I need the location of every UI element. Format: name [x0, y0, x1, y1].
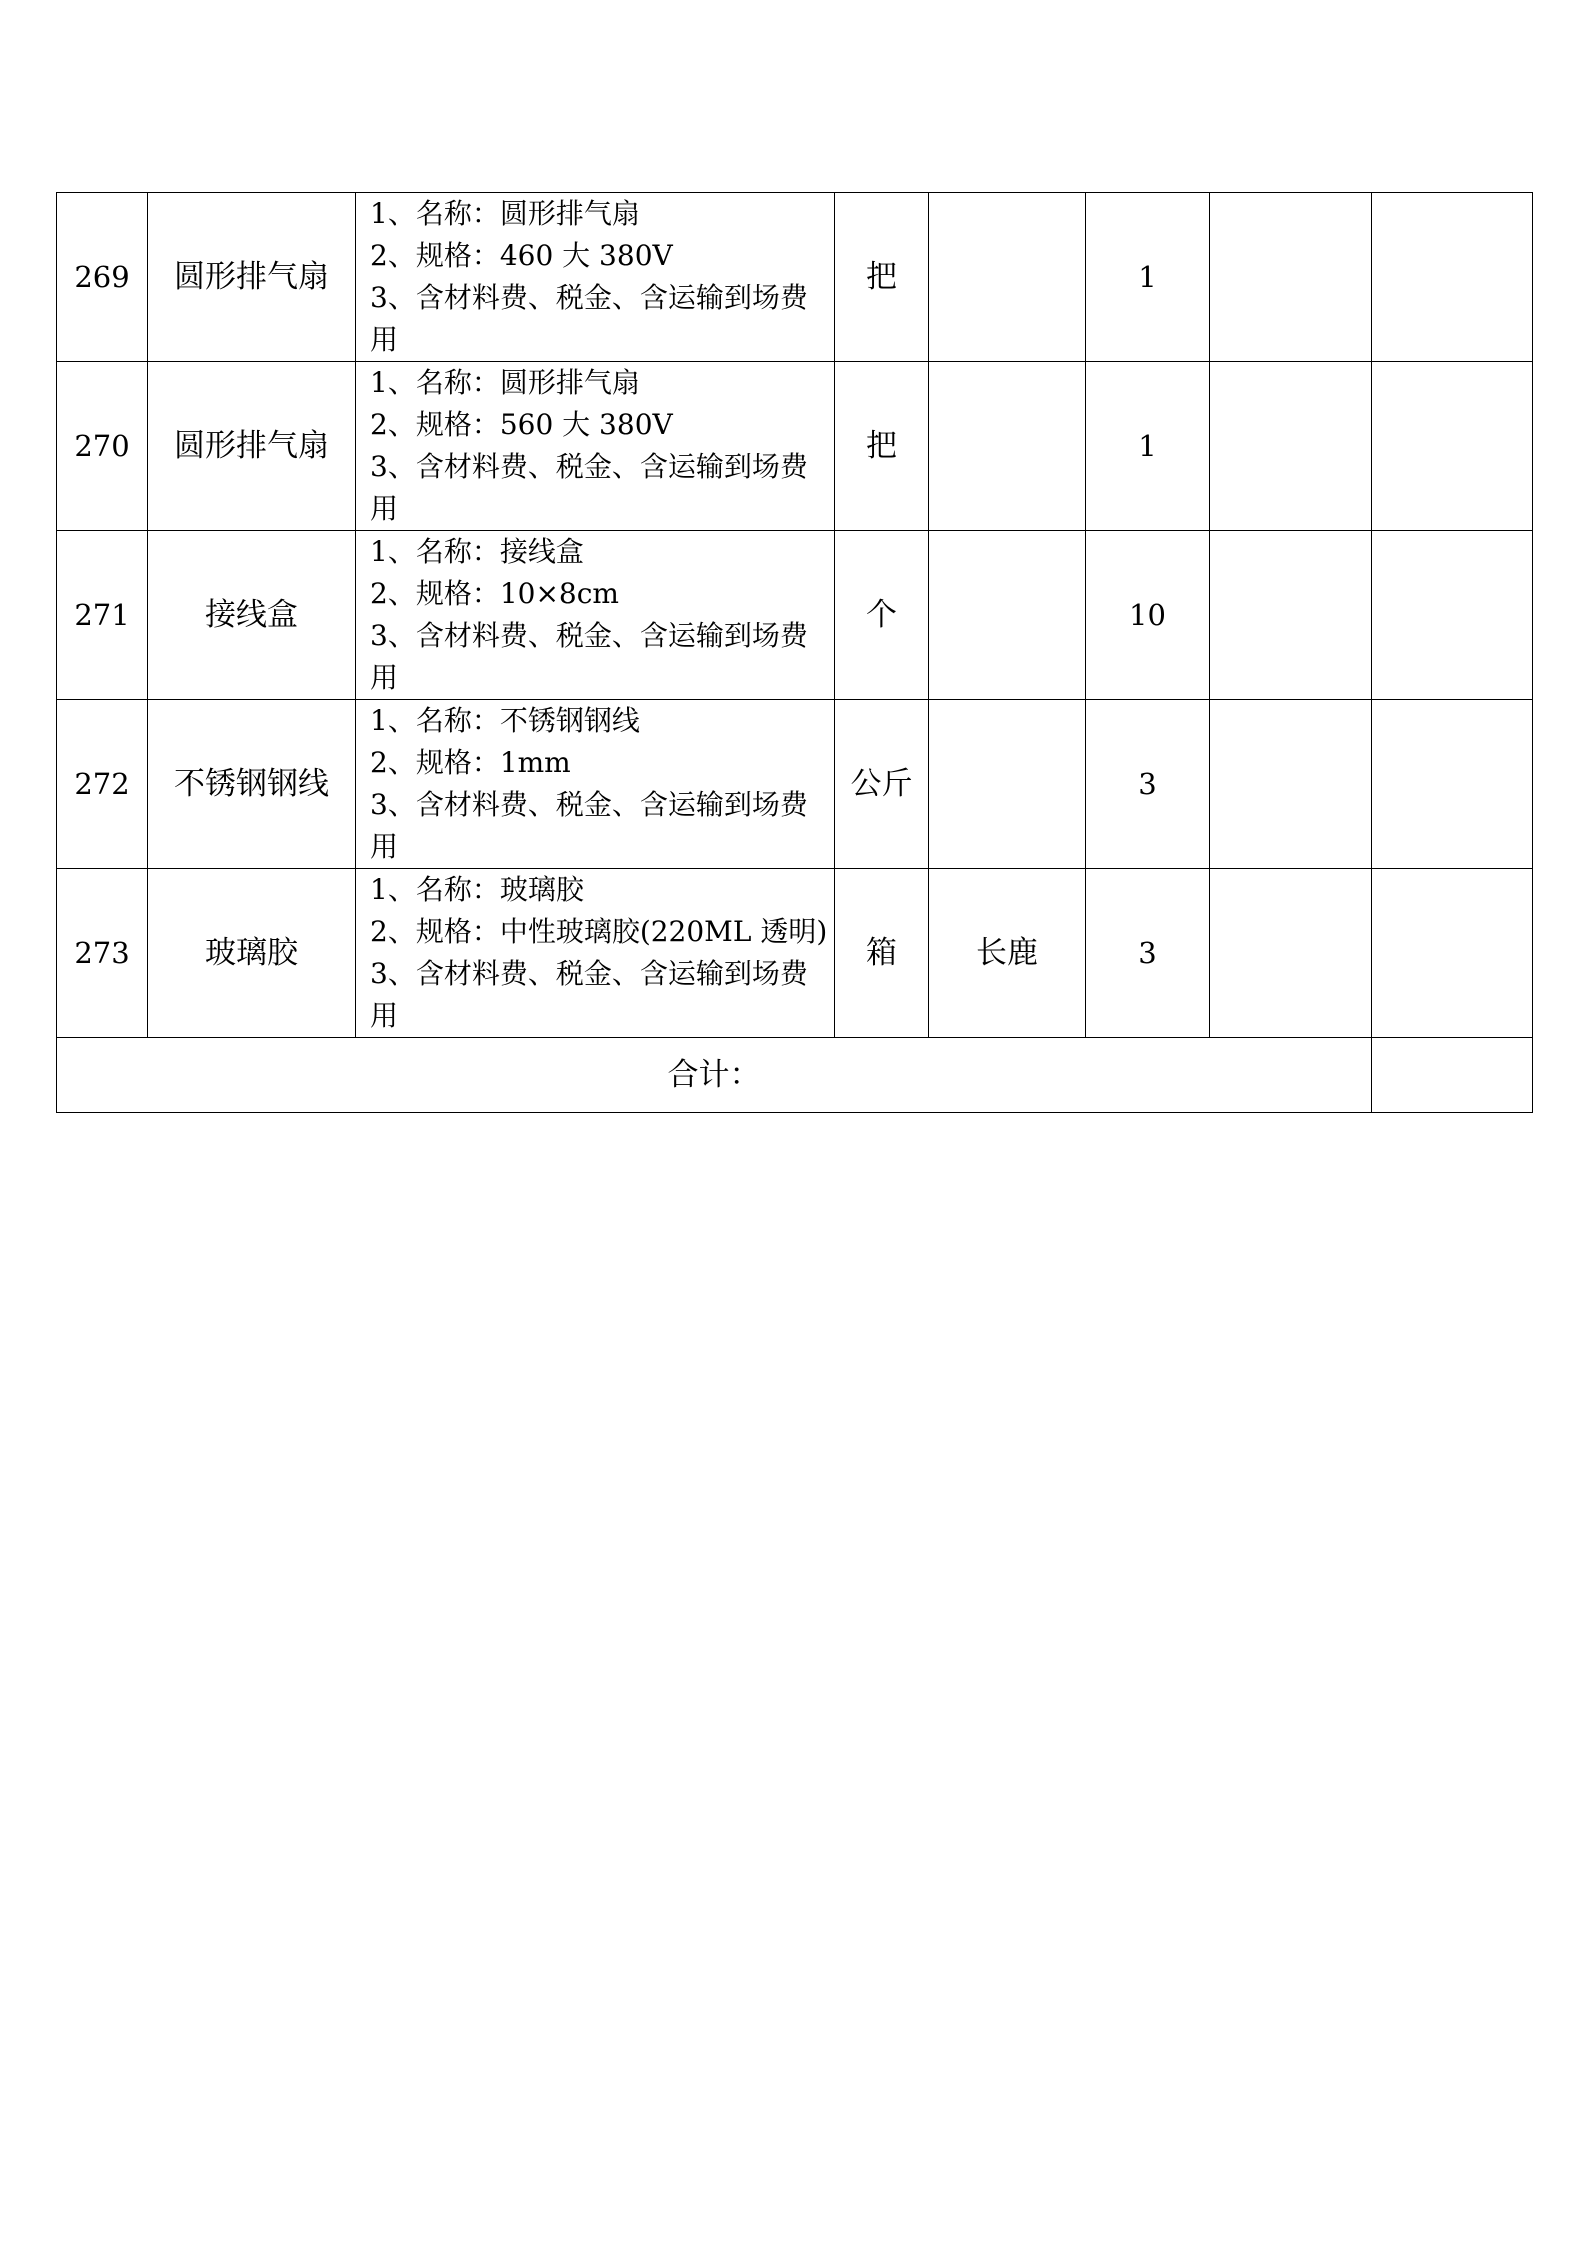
item-unit: 把: [835, 193, 929, 362]
item-name: 玻璃胶: [148, 869, 356, 1038]
description-line: 2、规格：460 大 380V: [370, 239, 673, 272]
table-row: [57, 362, 1533, 531]
item-unit-price: [1210, 700, 1372, 869]
item-brand: [929, 531, 1086, 700]
total-value: [1372, 1038, 1533, 1113]
item-unit: 把: [835, 362, 929, 531]
item-total-price: [1372, 700, 1533, 869]
item-brand: [929, 362, 1086, 531]
total-label: 合计：: [57, 1038, 1372, 1113]
item-unit-price: [1210, 869, 1372, 1038]
item-number: 273: [57, 869, 148, 1038]
item-total-price: [1372, 362, 1533, 531]
item-quantity: 3: [1086, 700, 1210, 869]
item-description: [356, 362, 835, 531]
item-total-price: [1372, 193, 1533, 362]
description-line: 3、含材料费、税金、含运输到场费用: [370, 788, 808, 863]
table-row: [57, 531, 1533, 700]
item-description: [356, 869, 835, 1038]
item-brand: [929, 193, 1086, 362]
quote-table: [56, 192, 1533, 1113]
table-row: [57, 869, 1533, 1038]
item-number: 272: [57, 700, 148, 869]
item-description: [356, 193, 835, 362]
item-total-price: [1372, 869, 1533, 1038]
item-unit-price: [1210, 193, 1372, 362]
item-brand: 长鹿: [929, 869, 1086, 1038]
item-name: 不锈钢钢线: [148, 700, 356, 869]
table-body: [57, 193, 1533, 1113]
item-unit: 箱: [835, 869, 929, 1038]
description-line: 1、名称：圆形排气扇: [370, 366, 640, 399]
item-quantity: 3: [1086, 869, 1210, 1038]
item-quantity: 1: [1086, 193, 1210, 362]
description-line: 3、含材料费、税金、含运输到场费用: [370, 281, 808, 356]
item-quantity: 10: [1086, 531, 1210, 700]
description-line: 1、名称：玻璃胶: [370, 873, 584, 906]
description-line: 3、含材料费、税金、含运输到场费用: [370, 450, 808, 525]
item-description: [356, 531, 835, 700]
item-description: [356, 700, 835, 869]
description-line: 3、含材料费、税金、含运输到场费用: [370, 957, 808, 1032]
item-total-price: [1372, 531, 1533, 700]
item-name: 接线盒: [148, 531, 356, 700]
description-line: 3、含材料费、税金、含运输到场费用: [370, 619, 808, 694]
total-row: [57, 1038, 1533, 1113]
item-name: 圆形排气扇: [148, 193, 356, 362]
description-line: 2、规格：560 大 380V: [370, 408, 673, 441]
item-number: 270: [57, 362, 148, 531]
item-unit-price: [1210, 362, 1372, 531]
item-number: 271: [57, 531, 148, 700]
item-unit-price: [1210, 531, 1372, 700]
item-unit: 公斤: [835, 700, 929, 869]
description-line: 2、规格：1mm: [370, 746, 571, 779]
description-line: 2、规格：10×8cm: [370, 577, 619, 610]
table-row: [57, 193, 1533, 362]
item-name: 圆形排气扇: [148, 362, 356, 531]
item-number: 269: [57, 193, 148, 362]
table-row: [57, 700, 1533, 869]
description-line: 1、名称：圆形排气扇: [370, 197, 640, 230]
description-line: 1、名称：不锈钢钢线: [370, 704, 640, 737]
description-line: 1、名称：接线盒: [370, 535, 584, 568]
item-quantity: 1: [1086, 362, 1210, 531]
description-line: 2、规格：中性玻璃胶(220ML 透明): [370, 915, 828, 948]
item-unit: 个: [835, 531, 929, 700]
item-brand: [929, 700, 1086, 869]
